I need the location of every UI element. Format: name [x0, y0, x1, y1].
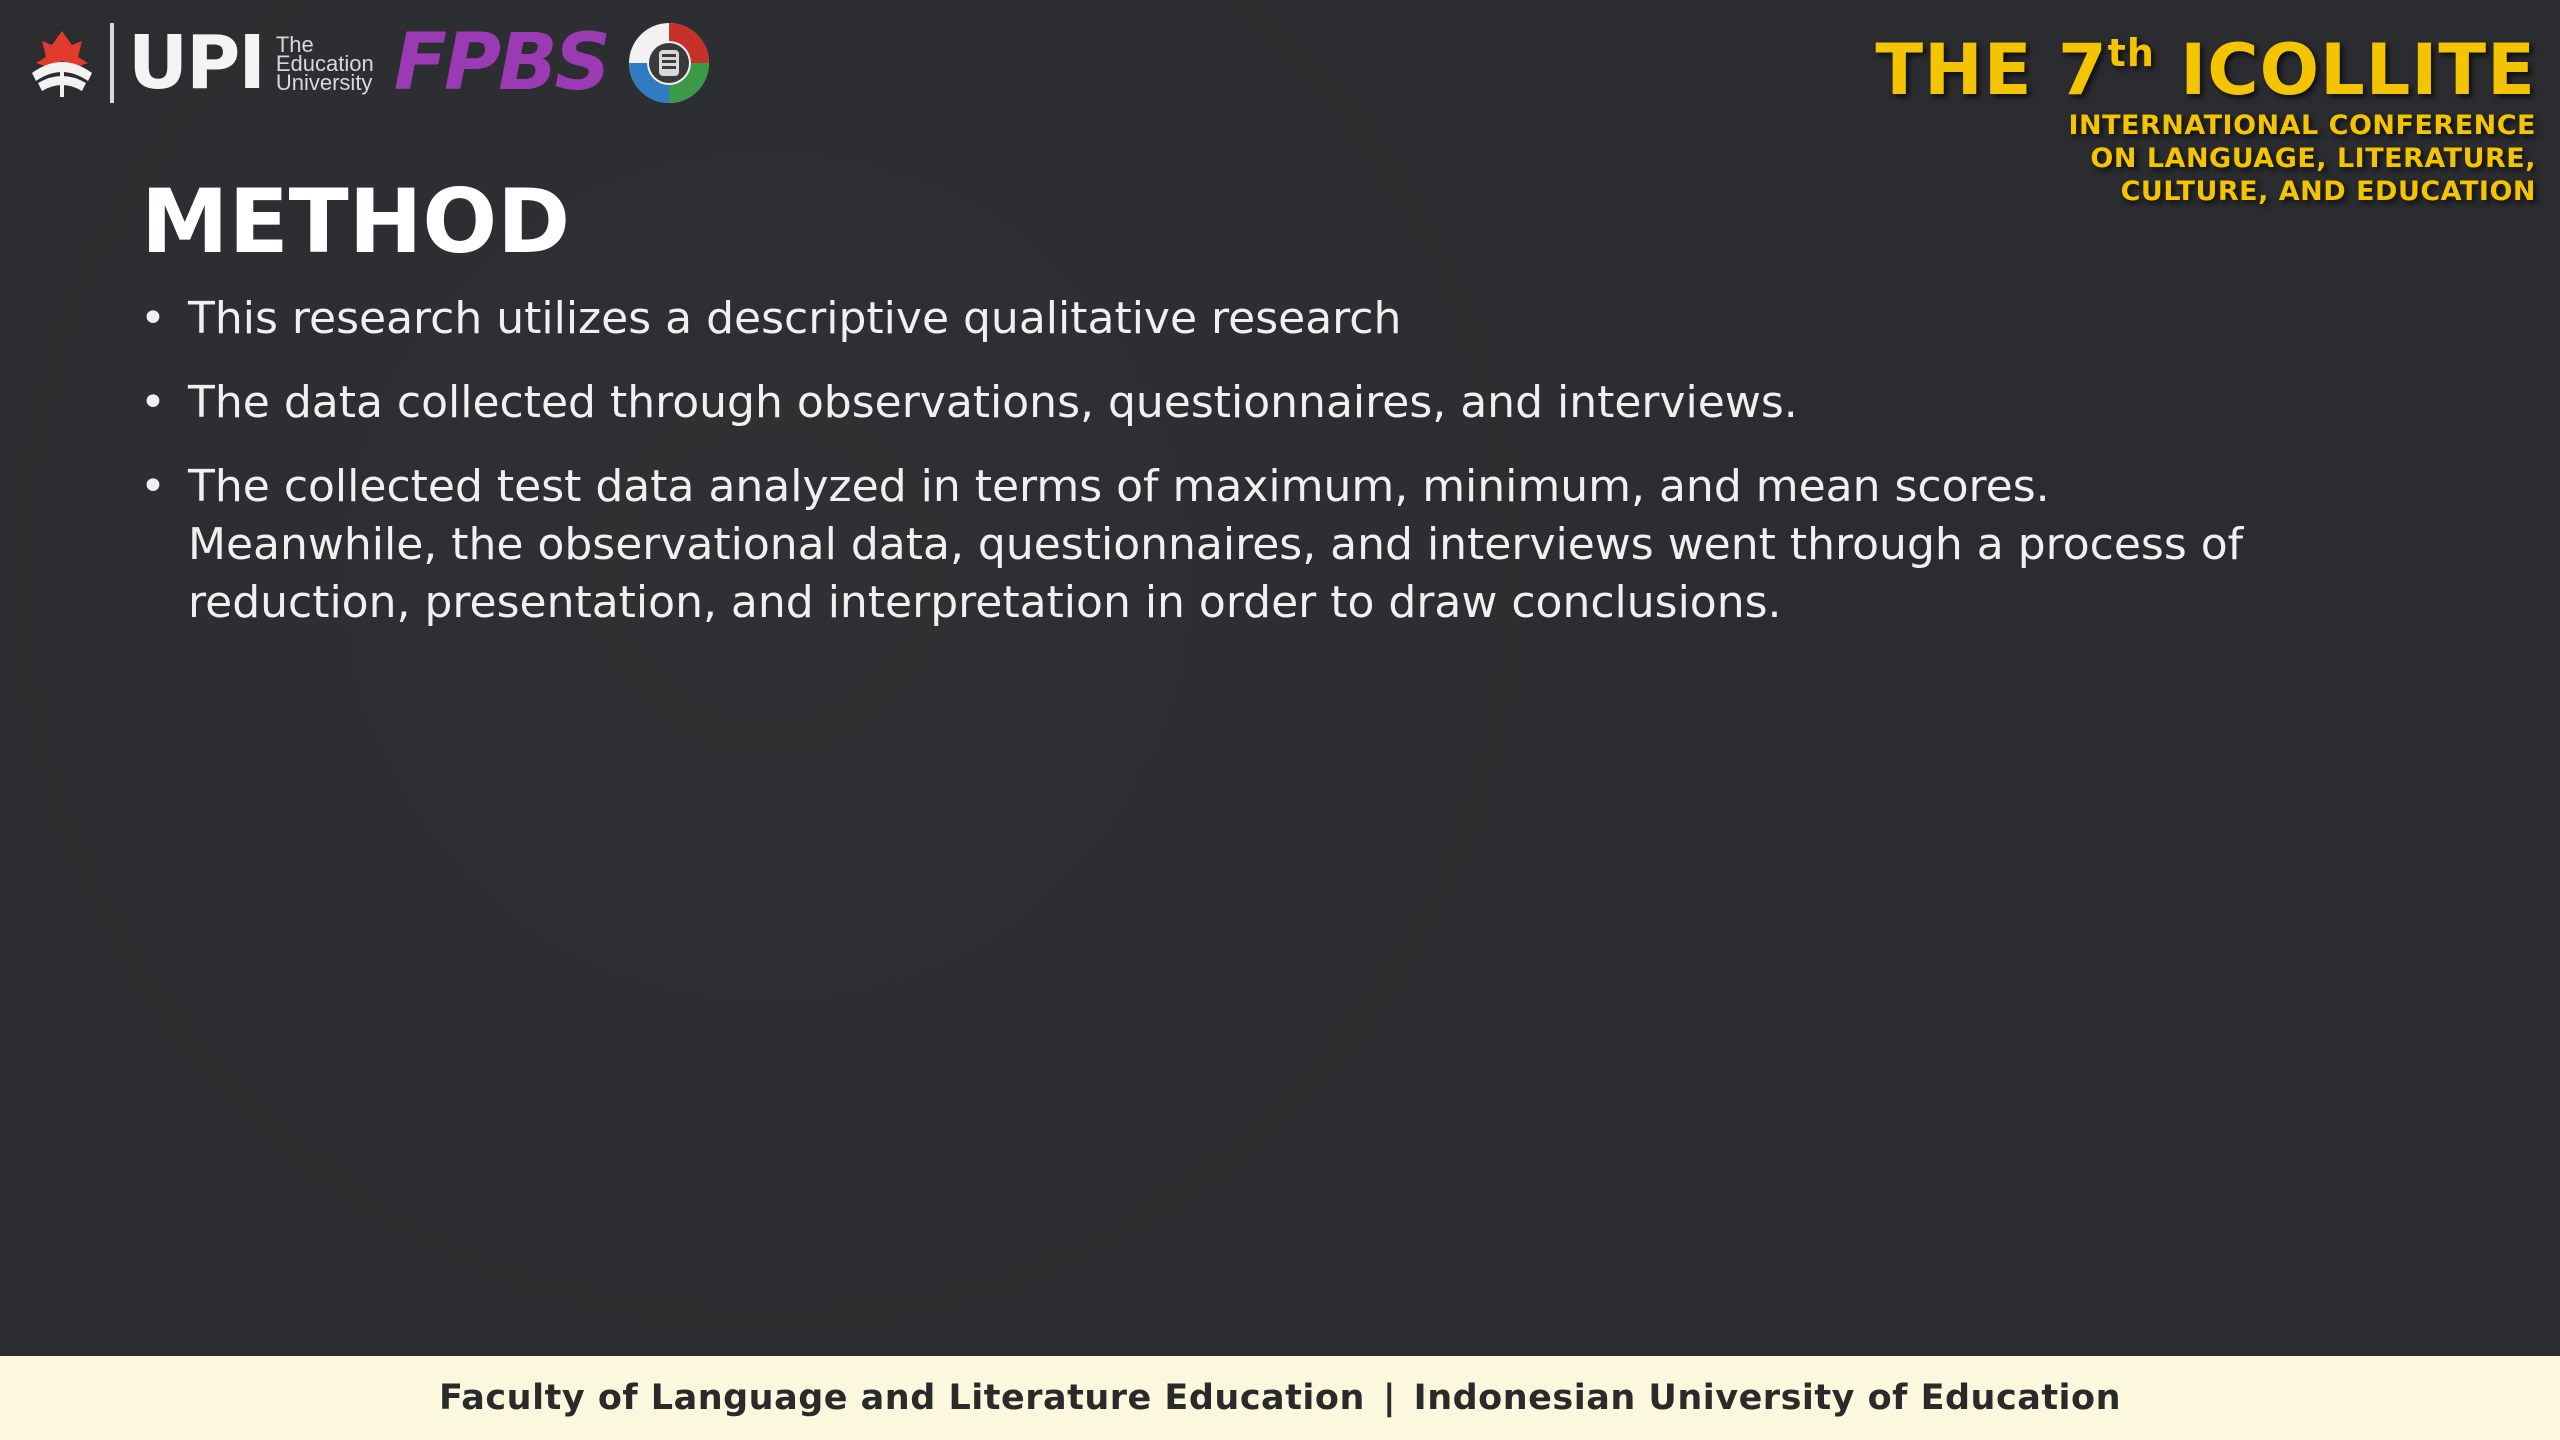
- slide-title: METHOD: [141, 170, 571, 273]
- list-item: [140, 290, 2290, 348]
- conference-subtitle-line: CULTURE, AND EDUCATION: [2120, 176, 2536, 207]
- conference-subtitle-line: INTERNATIONAL CONFERENCE: [2068, 110, 2536, 141]
- bullet-text: The collected test data analyzed in terms of maximum, minimum, and mean scores. Meanwhile, the observational data, questionnaires, and interviews went through a process of reduction, presentation, and interpretation in order to draw conclusions.: [188, 461, 2244, 628]
- upi-emblem-icon: [22, 23, 102, 103]
- bullet-text: This research utilizes a descriptive qualitative research: [188, 293, 1402, 344]
- upi-subtitle: [275, 31, 374, 95]
- upi-subtitle-line: The: [275, 31, 314, 57]
- upi-subtitle-line: Education: [275, 50, 374, 76]
- logo-divider: [110, 23, 114, 103]
- list-item: [140, 374, 2290, 432]
- bullet-glyph: •: [140, 293, 166, 344]
- conference-subtitle-line: ON LANGUAGE, LITERATURE,: [2090, 143, 2536, 174]
- slide-footer: [0, 1356, 2560, 1440]
- conference-title-ordinal: th: [2107, 31, 2155, 75]
- bullet-list: [140, 290, 2290, 658]
- upi-wordmark: UPI: [128, 20, 264, 106]
- faculty-seal-icon: [626, 20, 712, 106]
- footer-university: Indonesian University of Education: [1413, 1378, 2122, 1418]
- conference-title-suffix: ICOLLITE: [2154, 29, 2536, 111]
- upi-subtitle-line: University: [275, 69, 373, 95]
- footer-faculty: Faculty of Language and Literature Education: [438, 1378, 1365, 1418]
- footer-separator: |: [1382, 1378, 1396, 1418]
- institution-logos: [22, 18, 712, 108]
- conference-title-prefix: THE 7: [1875, 29, 2108, 111]
- conference-badge: [1875, 14, 2536, 208]
- conference-title: [1875, 14, 2536, 109]
- bullet-glyph: •: [140, 461, 166, 512]
- fpbs-wordmark: FPBS: [393, 18, 608, 108]
- list-item: [140, 458, 2290, 632]
- bullet-text: The data collected through observations, questionnaires, and interviews.: [188, 377, 1798, 428]
- bullet-glyph: •: [140, 377, 166, 428]
